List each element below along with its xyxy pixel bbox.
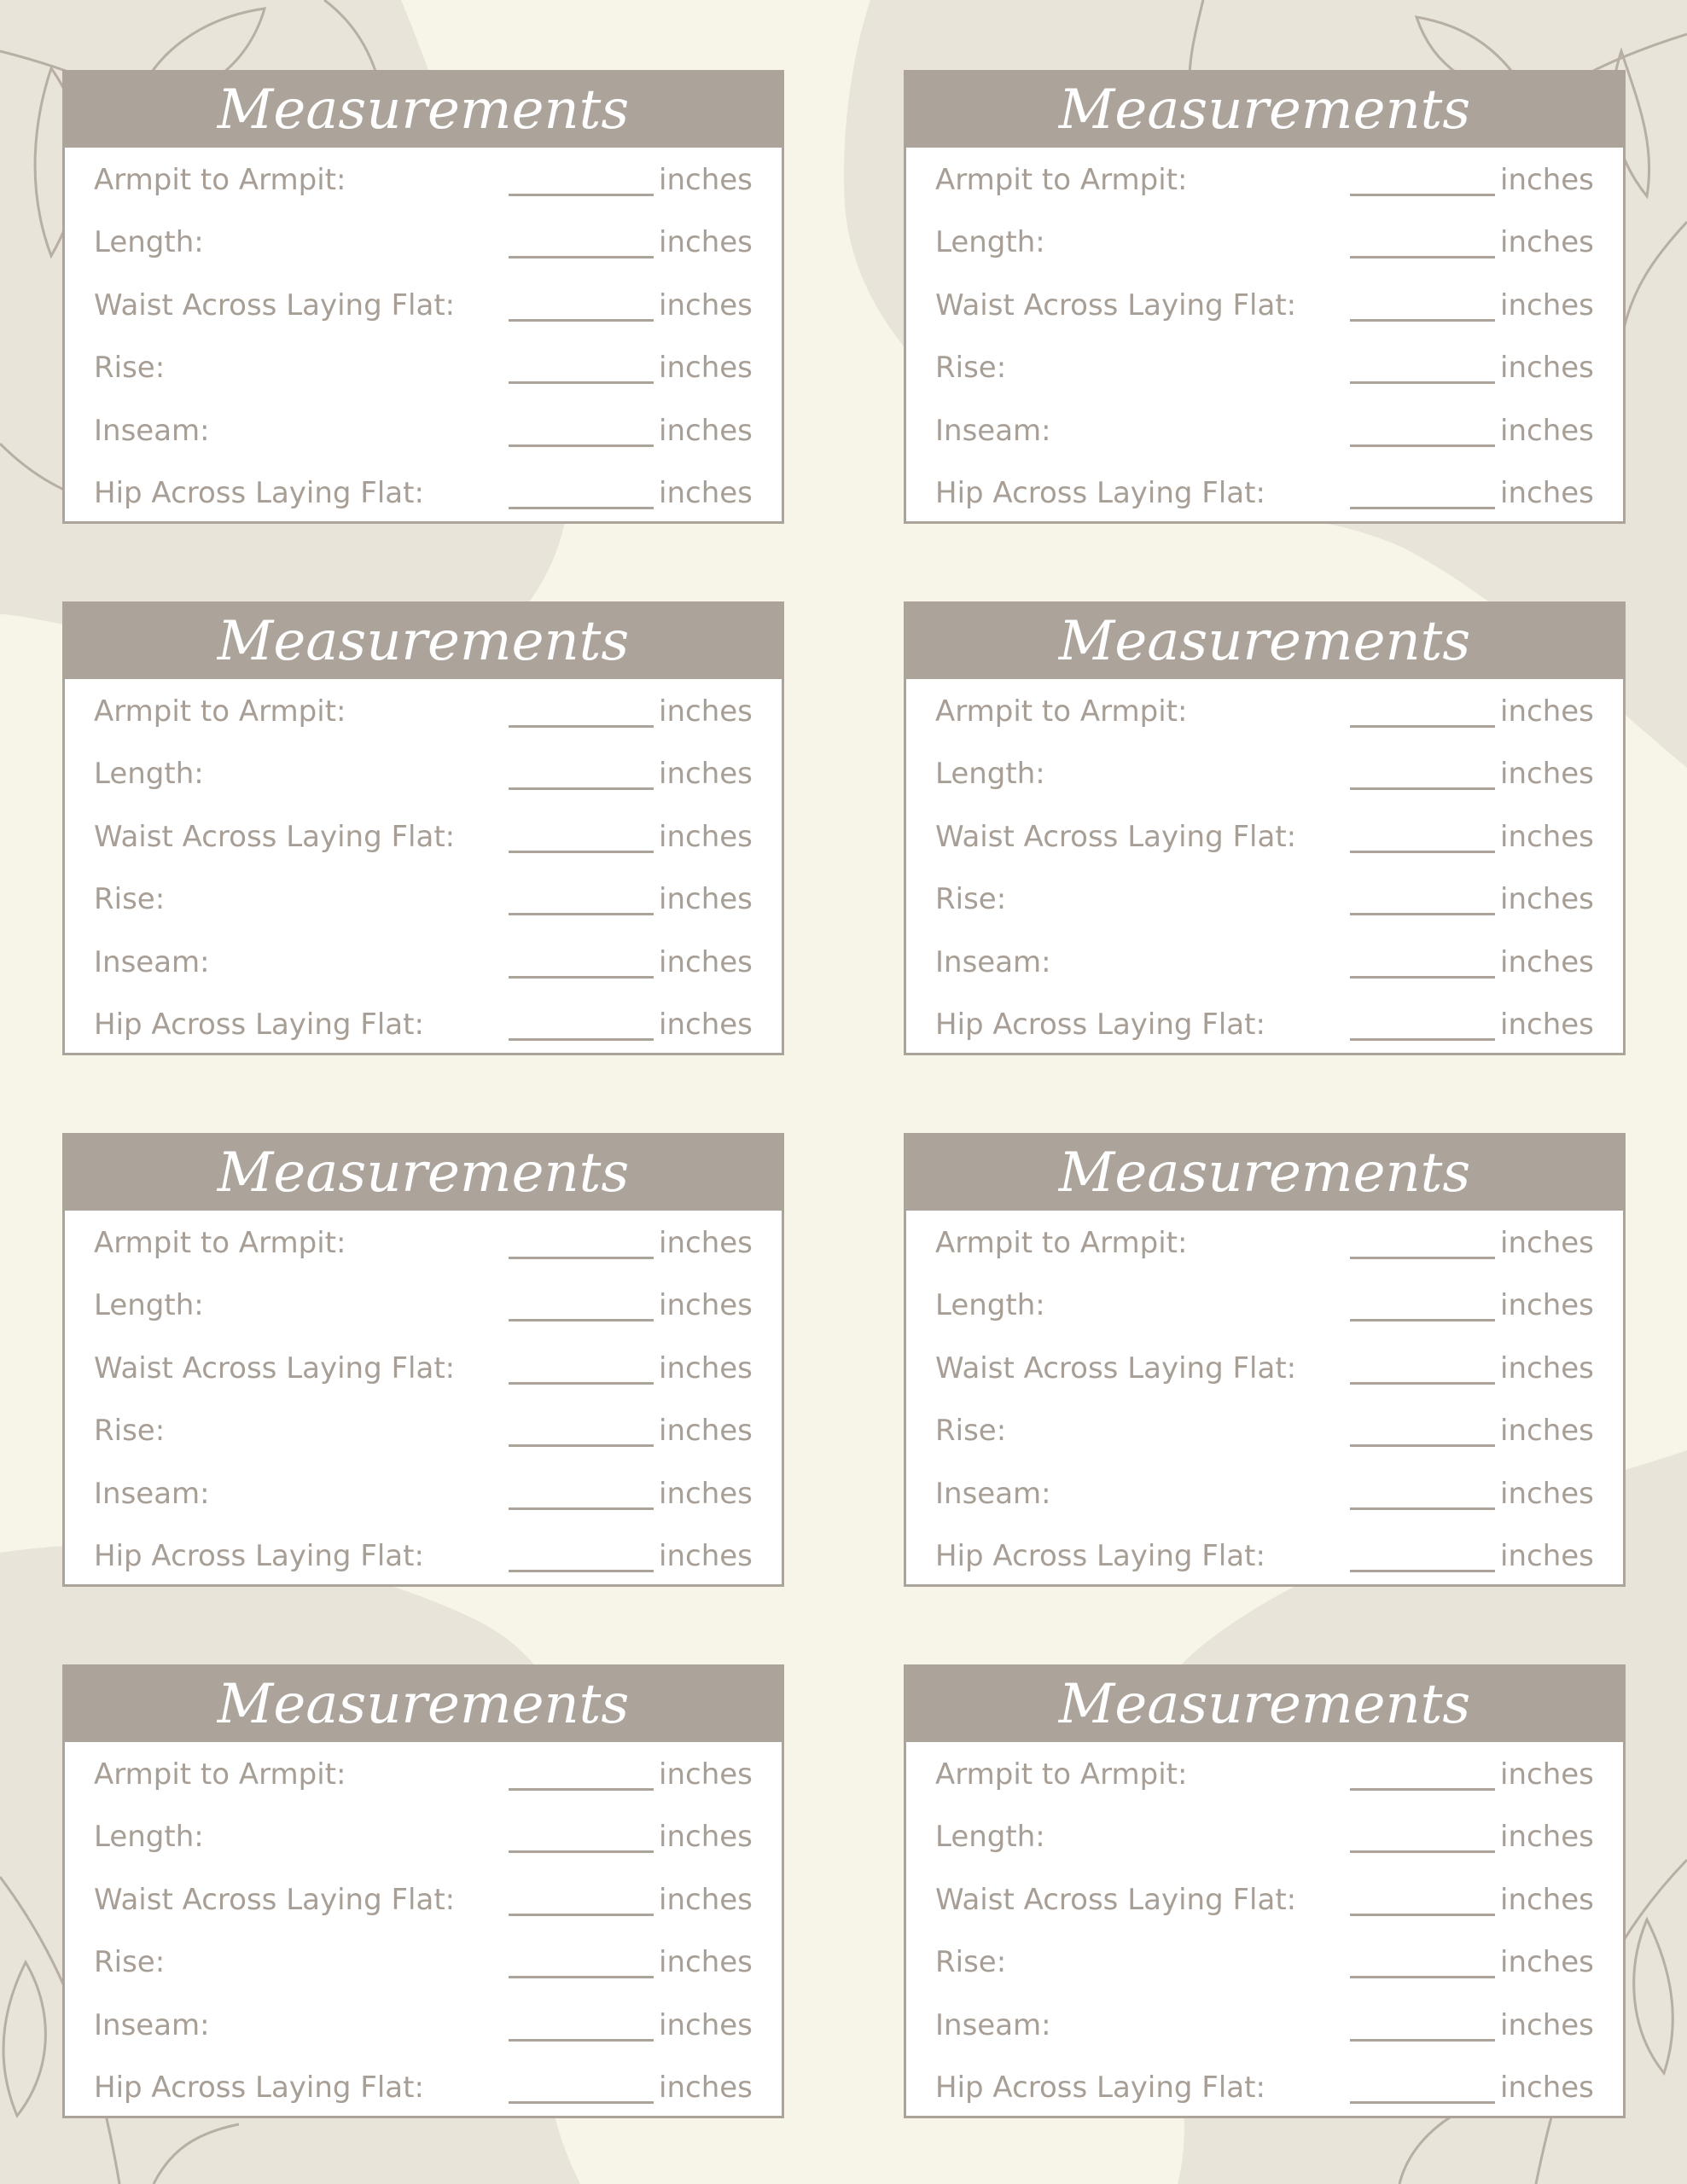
unit-label: inches	[659, 1882, 753, 1917]
measurement-label: Length:	[935, 757, 1045, 792]
unit-label: inches	[659, 1945, 753, 1980]
measurement-list	[906, 1211, 1623, 1589]
card-title: Measurements	[217, 610, 630, 673]
measurement-label: Waist Across Laying Flat:	[935, 1882, 1297, 1917]
measurement-row-length	[906, 1276, 1623, 1339]
measurement-row-hip	[65, 2059, 782, 2121]
measurement-row-hip	[906, 2059, 1623, 2121]
blank-line	[1350, 256, 1495, 258]
measurement-row-hip	[65, 1527, 782, 1589]
blank-line	[509, 976, 654, 979]
unit-label: inches	[1500, 413, 1594, 448]
measurement-label: Armpit to Armpit:	[935, 1226, 1188, 1260]
blank-line	[509, 1319, 654, 1321]
measurement-row-armpit	[65, 1214, 782, 1276]
measurement-row-waist	[65, 1339, 782, 1402]
blank-line	[1350, 1788, 1495, 1791]
measurement-label: Rise:	[935, 351, 1007, 386]
unit-label: inches	[1500, 1226, 1594, 1260]
blank-line	[509, 1257, 654, 1259]
unit-label: inches	[1500, 288, 1594, 322]
unit-label: inches	[659, 1288, 753, 1323]
unit-label: inches	[1500, 163, 1594, 197]
blank-line	[509, 1444, 654, 1447]
blank-line	[509, 256, 654, 258]
blank-line	[509, 444, 654, 447]
blank-line	[1350, 851, 1495, 853]
measurement-label: Waist Across Laying Flat:	[935, 1350, 1297, 1385]
unit-label: inches	[1500, 225, 1594, 260]
unit-label: inches	[659, 225, 753, 260]
measurement-label: Rise:	[935, 1945, 1007, 1980]
measurement-row-waist	[65, 1871, 782, 1933]
blank-line	[1350, 976, 1495, 979]
measurement-label: Armpit to Armpit:	[94, 1226, 346, 1260]
unit-label: inches	[1500, 944, 1594, 979]
measurement-row-rise	[65, 339, 782, 401]
measurement-label: Armpit to Armpit:	[94, 694, 346, 729]
measurement-row-inseam	[906, 402, 1623, 464]
measurement-row-waist	[906, 276, 1623, 339]
unit-label: inches	[659, 1350, 753, 1385]
measurement-row-hip	[906, 1527, 1623, 1589]
blank-line	[1350, 2039, 1495, 2042]
measurement-label: Armpit to Armpit:	[935, 694, 1188, 729]
card-title: Measurements	[1058, 78, 1471, 142]
measurement-row-length	[906, 213, 1623, 276]
blank-line	[509, 507, 654, 509]
unit-label: inches	[659, 1414, 753, 1449]
measurement-row-waist	[65, 276, 782, 339]
unit-label: inches	[1500, 351, 1594, 386]
measurement-label: Inseam:	[94, 944, 210, 979]
measurement-label: Length:	[94, 1288, 204, 1323]
measurement-row-length	[65, 213, 782, 276]
measurement-row-armpit	[906, 1214, 1623, 1276]
measurement-row-inseam	[906, 1996, 1623, 2059]
unit-label: inches	[659, 163, 753, 197]
blank-line	[1350, 444, 1495, 447]
unit-label: inches	[659, 413, 753, 448]
card-title: Measurements	[1058, 1673, 1471, 1736]
measurement-label: Rise:	[94, 1945, 166, 1980]
measurement-label: Rise:	[94, 351, 166, 386]
card-header	[65, 604, 782, 679]
measurement-label: Waist Across Laying Flat:	[94, 288, 456, 322]
measurement-label: Length:	[935, 225, 1045, 260]
measurement-label: Hip Across Laying Flat:	[935, 475, 1265, 510]
card-header	[906, 1136, 1623, 1211]
measurement-row-rise	[906, 339, 1623, 401]
measurement-row-rise	[906, 870, 1623, 932]
measurement-list	[906, 679, 1623, 1058]
blank-line	[1350, 913, 1495, 915]
unit-label: inches	[1500, 1945, 1594, 1980]
measurement-card	[904, 70, 1626, 524]
measurement-label: Length:	[94, 1820, 204, 1855]
unit-label: inches	[659, 2070, 753, 2105]
measurement-label: Length:	[935, 1820, 1045, 1855]
measurement-row-hip	[65, 996, 782, 1058]
unit-label: inches	[1500, 757, 1594, 792]
measurement-label: Inseam:	[94, 1476, 210, 1511]
blank-line	[509, 851, 654, 853]
measurement-card	[904, 601, 1626, 1055]
unit-label: inches	[659, 475, 753, 510]
measurement-label: Length:	[94, 757, 204, 792]
measurement-label: Waist Across Laying Flat:	[94, 1350, 456, 1385]
measurement-card	[62, 70, 784, 524]
measurement-row-inseam	[65, 933, 782, 996]
unit-label: inches	[659, 1226, 753, 1260]
measurement-label: Armpit to Armpit:	[935, 1757, 1188, 1792]
unit-label: inches	[659, 1476, 753, 1511]
unit-label: inches	[1500, 2007, 1594, 2042]
measurement-row-hip	[906, 996, 1623, 1058]
measurement-row-rise	[906, 1933, 1623, 1995]
measurement-label: Waist Across Laying Flat:	[935, 288, 1297, 322]
measurement-label: Rise:	[935, 1414, 1007, 1449]
measurement-row-inseam	[906, 933, 1623, 996]
blank-line	[1350, 1382, 1495, 1385]
measurement-label: Hip Across Laying Flat:	[94, 475, 424, 510]
blank-line	[1350, 1914, 1495, 1916]
measurement-label: Inseam:	[94, 413, 210, 448]
blank-line	[1350, 319, 1495, 322]
measurement-label: Rise:	[94, 882, 166, 917]
measurement-row-waist	[65, 808, 782, 870]
measurement-list	[65, 1742, 782, 2121]
blank-line	[509, 2101, 654, 2104]
measurement-row-length	[906, 1808, 1623, 1870]
card-title: Measurements	[217, 78, 630, 142]
unit-label: inches	[1500, 882, 1594, 917]
measurement-card	[62, 1664, 784, 2118]
blank-line	[1350, 1850, 1495, 1853]
measurement-label: Inseam:	[935, 944, 1051, 979]
measurement-row-rise	[65, 1933, 782, 1995]
blank-line	[509, 1788, 654, 1791]
measurement-list	[906, 148, 1623, 526]
measurement-row-armpit	[65, 682, 782, 745]
measurement-label: Hip Across Laying Flat:	[94, 2070, 424, 2105]
measurement-list	[65, 1211, 782, 1589]
unit-label: inches	[659, 819, 753, 854]
blank-line	[1350, 1257, 1495, 1259]
unit-label: inches	[659, 1007, 753, 1042]
unit-label: inches	[1500, 1757, 1594, 1792]
blank-line	[509, 319, 654, 322]
measurement-row-waist	[906, 1339, 1623, 1402]
blank-line	[1350, 194, 1495, 196]
card-title: Measurements	[217, 1141, 630, 1205]
unit-label: inches	[1500, 1820, 1594, 1855]
blank-line	[509, 1850, 654, 1853]
unit-label: inches	[1500, 1007, 1594, 1042]
measurement-row-inseam	[65, 1996, 782, 2059]
blank-line	[509, 1914, 654, 1916]
card-header	[906, 73, 1623, 148]
measurement-row-length	[65, 745, 782, 807]
unit-label: inches	[1500, 694, 1594, 729]
measurement-label: Hip Across Laying Flat:	[935, 1538, 1265, 1573]
unit-label: inches	[659, 944, 753, 979]
unit-label: inches	[1500, 1288, 1594, 1323]
blank-line	[1350, 1507, 1495, 1510]
measurement-row-length	[65, 1808, 782, 1870]
unit-label: inches	[659, 757, 753, 792]
measurement-card	[904, 1133, 1626, 1587]
measurement-list	[65, 148, 782, 526]
unit-label: inches	[659, 1820, 753, 1855]
unit-label: inches	[1500, 819, 1594, 854]
card-title: Measurements	[1058, 1141, 1471, 1205]
measurement-label: Hip Across Laying Flat:	[935, 2070, 1265, 2105]
measurement-row-armpit	[65, 151, 782, 213]
measurement-label: Inseam:	[94, 2007, 210, 2042]
unit-label: inches	[659, 1538, 753, 1573]
unit-label: inches	[1500, 1538, 1594, 1573]
blank-line	[1350, 381, 1495, 384]
blank-line	[509, 1507, 654, 1510]
card-header	[65, 1667, 782, 1742]
blank-line	[1350, 1570, 1495, 1572]
measurement-row-inseam	[65, 1465, 782, 1527]
blank-line	[509, 1382, 654, 1385]
unit-label: inches	[659, 1757, 753, 1792]
blank-line	[1350, 725, 1495, 728]
card-header	[65, 1136, 782, 1211]
measurement-label: Waist Across Laying Flat:	[935, 819, 1297, 854]
blank-line	[509, 913, 654, 915]
measurement-label: Waist Across Laying Flat:	[94, 1882, 456, 1917]
unit-label: inches	[659, 288, 753, 322]
measurement-label: Hip Across Laying Flat:	[94, 1538, 424, 1573]
blank-line	[1350, 787, 1495, 790]
card-header	[906, 604, 1623, 679]
unit-label: inches	[659, 882, 753, 917]
blank-line	[1350, 2101, 1495, 2104]
measurement-row-inseam	[906, 1465, 1623, 1527]
measurement-row-armpit	[65, 1745, 782, 1808]
unit-label: inches	[659, 351, 753, 386]
blank-line	[1350, 1976, 1495, 1978]
measurement-label: Rise:	[935, 882, 1007, 917]
card-title: Measurements	[217, 1673, 630, 1736]
measurement-row-inseam	[65, 402, 782, 464]
measurement-row-waist	[906, 808, 1623, 870]
measurement-label: Armpit to Armpit:	[935, 163, 1188, 197]
unit-label: inches	[1500, 475, 1594, 510]
unit-label: inches	[1500, 1476, 1594, 1511]
measurement-row-length	[65, 1276, 782, 1339]
blank-line	[1350, 1038, 1495, 1041]
blank-line	[509, 381, 654, 384]
measurement-label: Inseam:	[935, 2007, 1051, 2042]
unit-label: inches	[1500, 1414, 1594, 1449]
measurement-row-hip	[906, 464, 1623, 526]
measurement-label: Armpit to Armpit:	[94, 163, 346, 197]
measurement-card	[904, 1664, 1626, 2118]
unit-label: inches	[1500, 2070, 1594, 2105]
blank-line	[1350, 1444, 1495, 1447]
card-title: Measurements	[1058, 610, 1471, 673]
measurement-row-armpit	[906, 682, 1623, 745]
measurement-list	[65, 679, 782, 1058]
measurement-row-rise	[65, 1402, 782, 1464]
measurement-row-hip	[65, 464, 782, 526]
blank-line	[1350, 1319, 1495, 1321]
measurement-row-length	[906, 745, 1623, 807]
measurement-row-armpit	[906, 1745, 1623, 1808]
blank-line	[509, 725, 654, 728]
measurement-row-armpit	[906, 151, 1623, 213]
card-header	[906, 1667, 1623, 1742]
measurement-card	[62, 601, 784, 1055]
blank-line	[509, 194, 654, 196]
blank-line	[509, 787, 654, 790]
measurement-label: Rise:	[94, 1414, 166, 1449]
measurement-label: Hip Across Laying Flat:	[935, 1007, 1265, 1042]
measurement-card	[62, 1133, 784, 1587]
blank-line	[509, 2039, 654, 2042]
measurement-label: Inseam:	[935, 1476, 1051, 1511]
unit-label: inches	[1500, 1882, 1594, 1917]
measurement-row-rise	[906, 1402, 1623, 1464]
measurement-row-waist	[906, 1871, 1623, 1933]
blank-line	[1350, 507, 1495, 509]
measurement-label: Length:	[935, 1288, 1045, 1323]
unit-label: inches	[659, 2007, 753, 2042]
measurement-label: Waist Across Laying Flat:	[94, 819, 456, 854]
measurement-list	[906, 1742, 1623, 2121]
unit-label: inches	[659, 694, 753, 729]
blank-line	[509, 1570, 654, 1572]
unit-label: inches	[1500, 1350, 1594, 1385]
measurement-row-rise	[65, 870, 782, 932]
measurement-label: Hip Across Laying Flat:	[94, 1007, 424, 1042]
measurement-label: Length:	[94, 225, 204, 260]
blank-line	[509, 1038, 654, 1041]
blank-line	[509, 1976, 654, 1978]
card-header	[65, 73, 782, 148]
measurement-label: Armpit to Armpit:	[94, 1757, 346, 1792]
measurement-label: Inseam:	[935, 413, 1051, 448]
